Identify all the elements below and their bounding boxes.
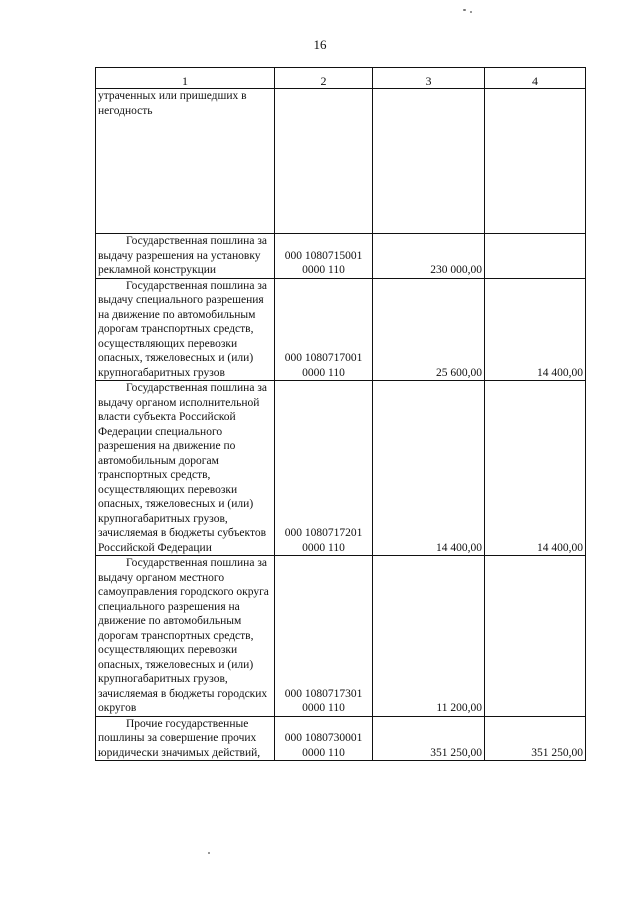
table-row [96,89,586,234]
table-header-row [96,68,586,89]
column-header: 3 [373,68,485,89]
table-row [96,278,586,381]
row-code-cell: 000 1080715001 0000 110 [275,234,373,279]
row-name-text: Государственная пошлина за выдачу органом исполнительной власти субъекта Российской Федерации специального разрешения на движение по автомобильным дорогам транспортных средств, осуществляющих перевозки опасных, тяжеловесных и (или) крупногабаритных грузов, зачисляемая в бюджеты субъектов Российской Федерации [98,382,267,554]
row-col3-cell: 351 250,00 [373,716,485,761]
scan-speck [208,852,210,854]
row-col4-cell: 14 400,00 [485,278,586,381]
revenue-table [95,67,586,761]
row-col3-cell: 14 400,00 [373,381,485,556]
row-name-cell [96,556,275,717]
scan-speck [463,9,466,11]
row-name-cell [96,278,275,381]
row-code-cell: 000 1080717301 0000 110 [275,556,373,717]
row-code-cell [275,89,373,234]
row-name-text: Государственная пошлина за выдачу разрешения на установку рекламной конструкции [98,235,267,276]
table-row [96,556,586,717]
row-col4-cell: 351 250,00 [485,716,586,761]
row-col4-cell [485,234,586,279]
row-code-cell: 000 1080730001 0000 110 [275,716,373,761]
column-header: 4 [485,68,586,89]
scan-speck [470,11,472,13]
row-col3-cell: 11 200,00 [373,556,485,717]
row-name-cell [96,716,275,761]
row-name-text: Государственная пошлина за выдачу специального разрешения на движение по автомобильным дорогам транспортных средств, осуществляющих перевозки опасных, тяжеловесных и (или) крупногабаритных грузов [98,279,267,379]
table-row [96,716,586,761]
row-name-cell [96,381,275,556]
page-number: 16 [313,37,327,52]
row-col3-cell: 230 000,00 [373,234,485,279]
row-name-text: Государственная пошлина за выдачу органом местного самоуправления городского округа специального разрешения на движение по автомобильным дорогам транспортных средств, осуществляющих перевозки опасных, тяжеловесных и (или) крупногабаритных грузов, зачисляемая в бюджеты городских округов [98,557,269,714]
column-header: 1 [96,68,275,89]
row-code-cell: 000 1080717201 0000 110 [275,381,373,556]
row-col4-cell: 14 400,00 [485,381,586,556]
row-name-text: Прочие государственные пошлины за совершение прочих юридически значимых действий, [98,717,261,759]
row-code-cell: 000 1080717001 0000 110 [275,278,373,381]
table-row [96,234,586,279]
row-col3-cell: 25 600,00 [373,278,485,381]
row-name-cell: утраченных или пришедших в негодность [96,89,275,234]
row-col4-cell [485,556,586,717]
row-col3-cell [373,89,485,234]
table-row [96,381,586,556]
row-col4-cell [485,89,586,234]
column-header: 2 [275,68,373,89]
row-name-cell [96,234,275,279]
